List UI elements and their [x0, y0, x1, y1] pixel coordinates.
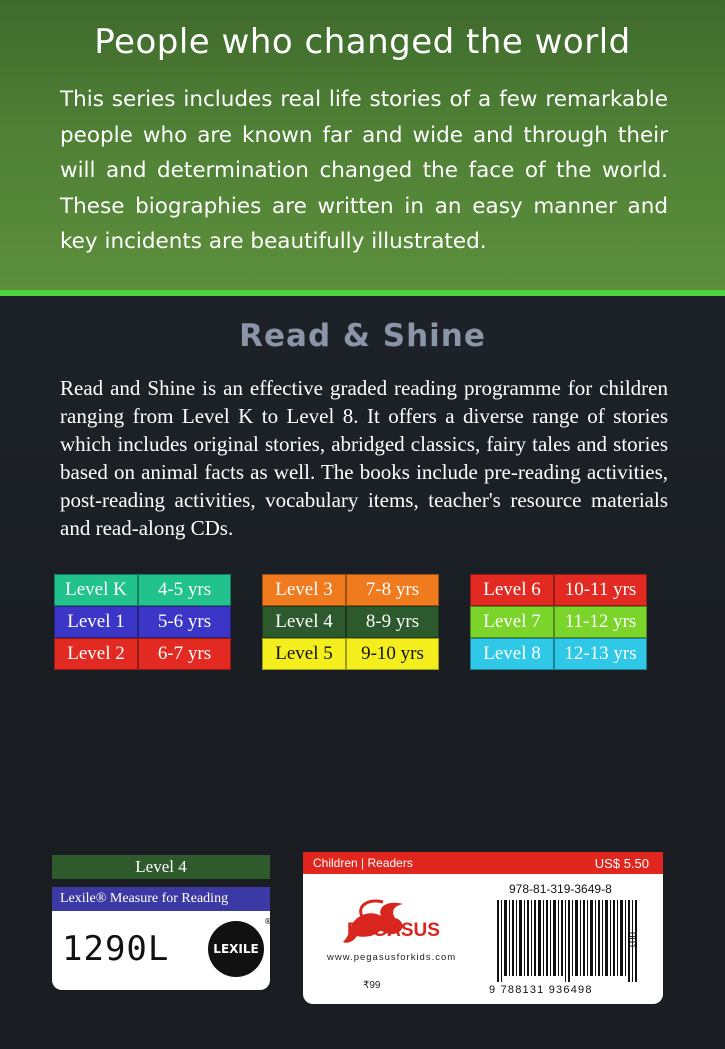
registered-mark: ® — [264, 917, 272, 926]
level-cell: Level 5 — [262, 638, 346, 670]
price-usd: US$ 5.50 — [594, 855, 649, 871]
level-cell: Level 2 — [54, 638, 138, 670]
lexile-score-box — [52, 911, 270, 990]
lexile-score: 1290L — [62, 929, 170, 969]
book-level-label: Level 4 — [52, 855, 270, 879]
publisher-website[interactable]: www.pegasusforkids.com — [327, 952, 457, 963]
levels-table-col1 — [54, 574, 231, 670]
publisher-name: PEGASUS — [347, 920, 440, 941]
level-cell: Level 7 — [470, 606, 554, 638]
age-cell: 8-9 yrs — [346, 606, 439, 638]
age-cell: 5-6 yrs — [138, 606, 231, 638]
age-cell: 9-10 yrs — [346, 638, 439, 670]
lexile-logo-icon — [208, 921, 264, 977]
lexile-card — [52, 855, 270, 1001]
series-title: People who changed the world — [94, 22, 631, 62]
age-cell: 11-12 yrs — [554, 606, 647, 638]
publisher-card — [303, 852, 663, 1004]
lexile-logo-text: LEXILE — [213, 942, 259, 956]
program-description: Read and Shine is an effective graded reading programme for children ranging from Level K to Level 8. It offers a diverse range of stories which includes original stories, abridged classics, fairy tales and stories based on animal facts as well. The books include pre-reading activities, post-reading activities, vocabulary items, teacher's resource materials and read-along CDs. — [60, 376, 668, 540]
age-cell: 12-13 yrs — [554, 638, 647, 670]
isbn: 978-81-319-3649-8 — [509, 882, 612, 896]
series-description: This series includes real life stories of a few remarkable people who are known far and wide and through their will and determination changed the face of the world. These biographies are written in an easy manner and key incidents are beautifully illustrated. — [60, 87, 668, 254]
price-inr: ₹99 — [363, 980, 381, 991]
age-cell: 4-5 yrs — [138, 574, 231, 606]
level-cell: Level 6 — [470, 574, 554, 606]
level-cell: Level 4 — [262, 606, 346, 638]
book-category: Children | Readers — [313, 856, 413, 870]
age-cell: 10-11 yrs — [554, 574, 647, 606]
level-cell: Level 1 — [54, 606, 138, 638]
barcode-number: 9 788131 936498 — [489, 984, 593, 996]
publisher-strip — [303, 852, 663, 874]
side-code: 001 — [626, 932, 637, 949]
lexile-measure-label: Lexile® Measure for Reading — [52, 887, 270, 911]
level-cell: Level K — [54, 574, 138, 606]
program-brand: Read & Shine — [239, 318, 486, 354]
barcode-icon — [497, 900, 637, 982]
age-cell: 6-7 yrs — [138, 638, 231, 670]
level-cell: Level 3 — [262, 574, 346, 606]
levels-table-col3 — [470, 574, 647, 670]
age-cell: 7-8 yrs — [346, 574, 439, 606]
level-cell: Level 8 — [470, 638, 554, 670]
levels-table-col2 — [262, 574, 439, 670]
